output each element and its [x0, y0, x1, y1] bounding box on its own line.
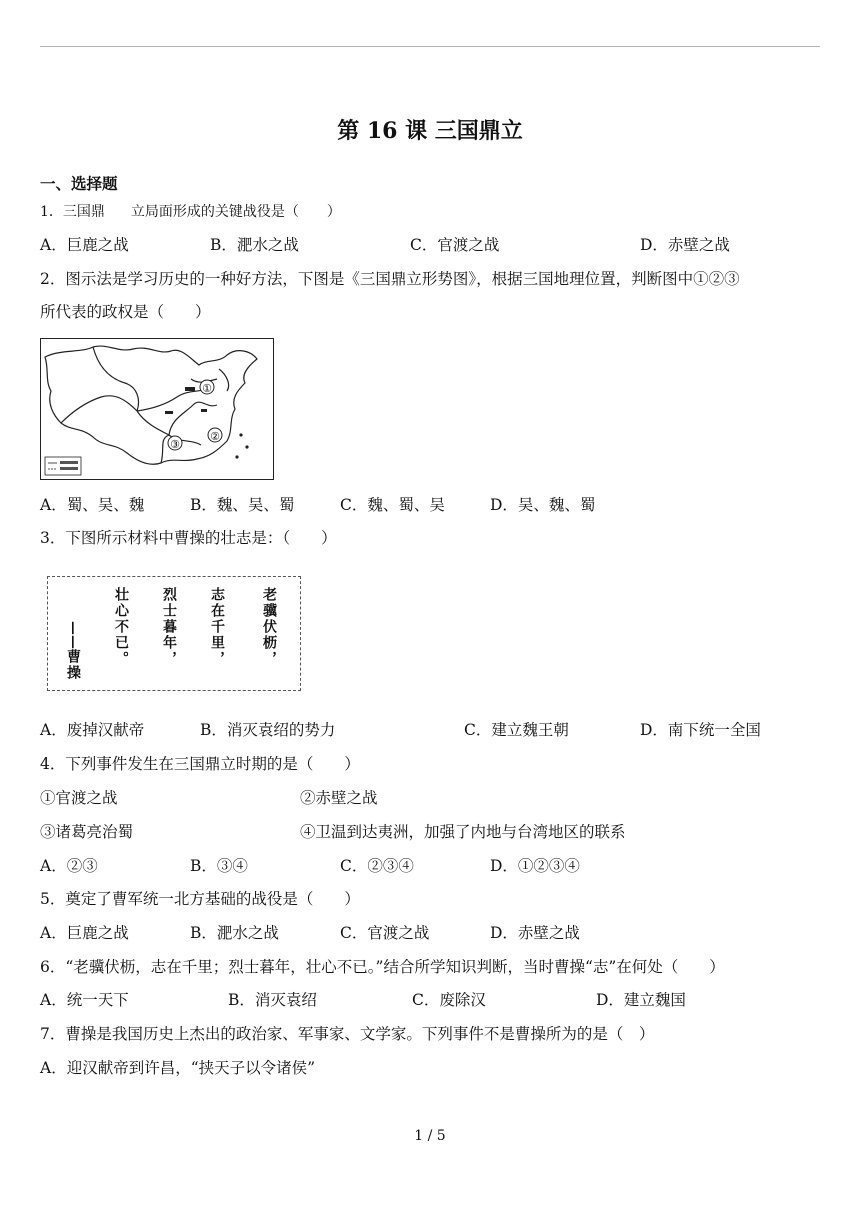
poem-line-1: 老骥伏枥， — [261, 587, 277, 667]
three-kingdoms-map — [40, 338, 274, 480]
q2-stem-line2: 所代表的政权是（ ） — [40, 303, 211, 321]
q2-option-a[interactable]: A．蜀、吴、魏 — [40, 496, 145, 514]
map-label-2: ② — [210, 430, 220, 443]
q6-option-b[interactable]: B．消灭袁绍 — [228, 991, 317, 1009]
q6-option-d[interactable]: D．建立魏国 — [596, 991, 686, 1009]
poem-line-3: 烈士暮年， — [161, 587, 177, 667]
q1-stem — [40, 202, 341, 222]
q4-option-c[interactable]: C．②③④ — [340, 857, 414, 875]
q2-stem-line1: 2．图示法是学习历史的一种好方法，下图是《三国鼎立形势图》，根据三国地理位置，判断图中①②③ — [40, 270, 740, 288]
poem-line-4: 壮心不已。 — [113, 587, 129, 667]
q7-option-a[interactable]: A．迎汉献帝到许昌，“挟天子以令诸侯” — [40, 1059, 316, 1077]
page-title: 第 16 课 三国鼎立 — [337, 118, 523, 144]
q4-option-a[interactable]: A．②③ — [40, 857, 98, 875]
q7-stem: 7．曹操是我国历史上杰出的政治家、军事家、文学家。下列事件不是曹操所为的是（ ） — [40, 1025, 655, 1043]
q1-option-b[interactable]: B．淝水之战 — [210, 236, 299, 254]
q3-option-b[interactable]: B．消灭袁绍的势力 — [200, 721, 336, 739]
q1-option-c[interactable]: C．官渡之战 — [410, 236, 500, 254]
q3-option-d[interactable]: D．南下统一全国 — [640, 721, 761, 739]
q6-option-c[interactable]: C．废除汉 — [412, 991, 486, 1009]
q4-option-b[interactable]: B．③④ — [190, 857, 248, 875]
poem-line-2: 志在千里， — [209, 587, 225, 667]
q1-option-a[interactable]: A．巨鹿之战 — [40, 236, 129, 254]
poem-author: 曹操 — [65, 649, 81, 681]
section-heading: 一、选择题 — [40, 174, 118, 193]
q2-option-d[interactable]: D．吴、魏、蜀 — [490, 496, 596, 514]
q6-stem: 6．“老骥伏枥，志在千里；烈士暮年，壮心不已。”结合所学知识判断，当时曹操“志”在何处（ ） — [40, 958, 725, 976]
q5-stem: 5．奠定了曹军统一北方基础的战役是（ ） — [40, 890, 360, 908]
q6-option-a[interactable]: A．统一天下 — [40, 991, 129, 1009]
poem-box — [47, 576, 301, 691]
page-number: 1 / 5 — [414, 1128, 446, 1144]
q5-option-b[interactable]: B．淝水之战 — [190, 924, 279, 942]
poem-author-dash: —— — [65, 621, 81, 649]
q4-item-1: ①官渡之战 — [40, 789, 118, 807]
q4-option-d[interactable]: D．①②③④ — [490, 857, 580, 875]
q4-stem: 4．下列事件发生在三国鼎立时期的是（ ） — [40, 755, 360, 773]
q5-option-c[interactable]: C．官渡之战 — [340, 924, 430, 942]
q1-stem-part-a: 1．三国鼎 — [40, 204, 105, 220]
q1-option-d[interactable]: D．赤壁之战 — [640, 236, 730, 254]
map-drawing — [41, 339, 273, 479]
q5-option-d[interactable]: D．赤壁之战 — [490, 924, 580, 942]
map-label-1: ① — [202, 382, 212, 395]
q4-item-3: ③诸葛亮治蜀 — [40, 823, 134, 841]
q3-option-c[interactable]: C．建立魏王朝 — [464, 721, 569, 739]
q1-stem-part-b: 立局面形成的关键战役是（ ） — [130, 204, 341, 220]
map-label-3: ③ — [170, 438, 180, 451]
q5-option-a[interactable]: A．巨鹿之战 — [40, 924, 129, 942]
q3-stem: 3．下图所示材料中曹操的壮志是：（ ） — [40, 529, 337, 547]
q4-item-2: ②赤壁之战 — [300, 789, 378, 807]
header-rule — [40, 46, 820, 47]
q4-item-4: ④卫温到达夷洲，加强了内地与台湾地区的联系 — [300, 823, 626, 841]
q3-option-a[interactable]: A．废掉汉献帝 — [40, 721, 145, 739]
q2-option-b[interactable]: B．魏、吴、蜀 — [190, 496, 295, 514]
q2-option-c[interactable]: C．魏、蜀、吴 — [340, 496, 445, 514]
